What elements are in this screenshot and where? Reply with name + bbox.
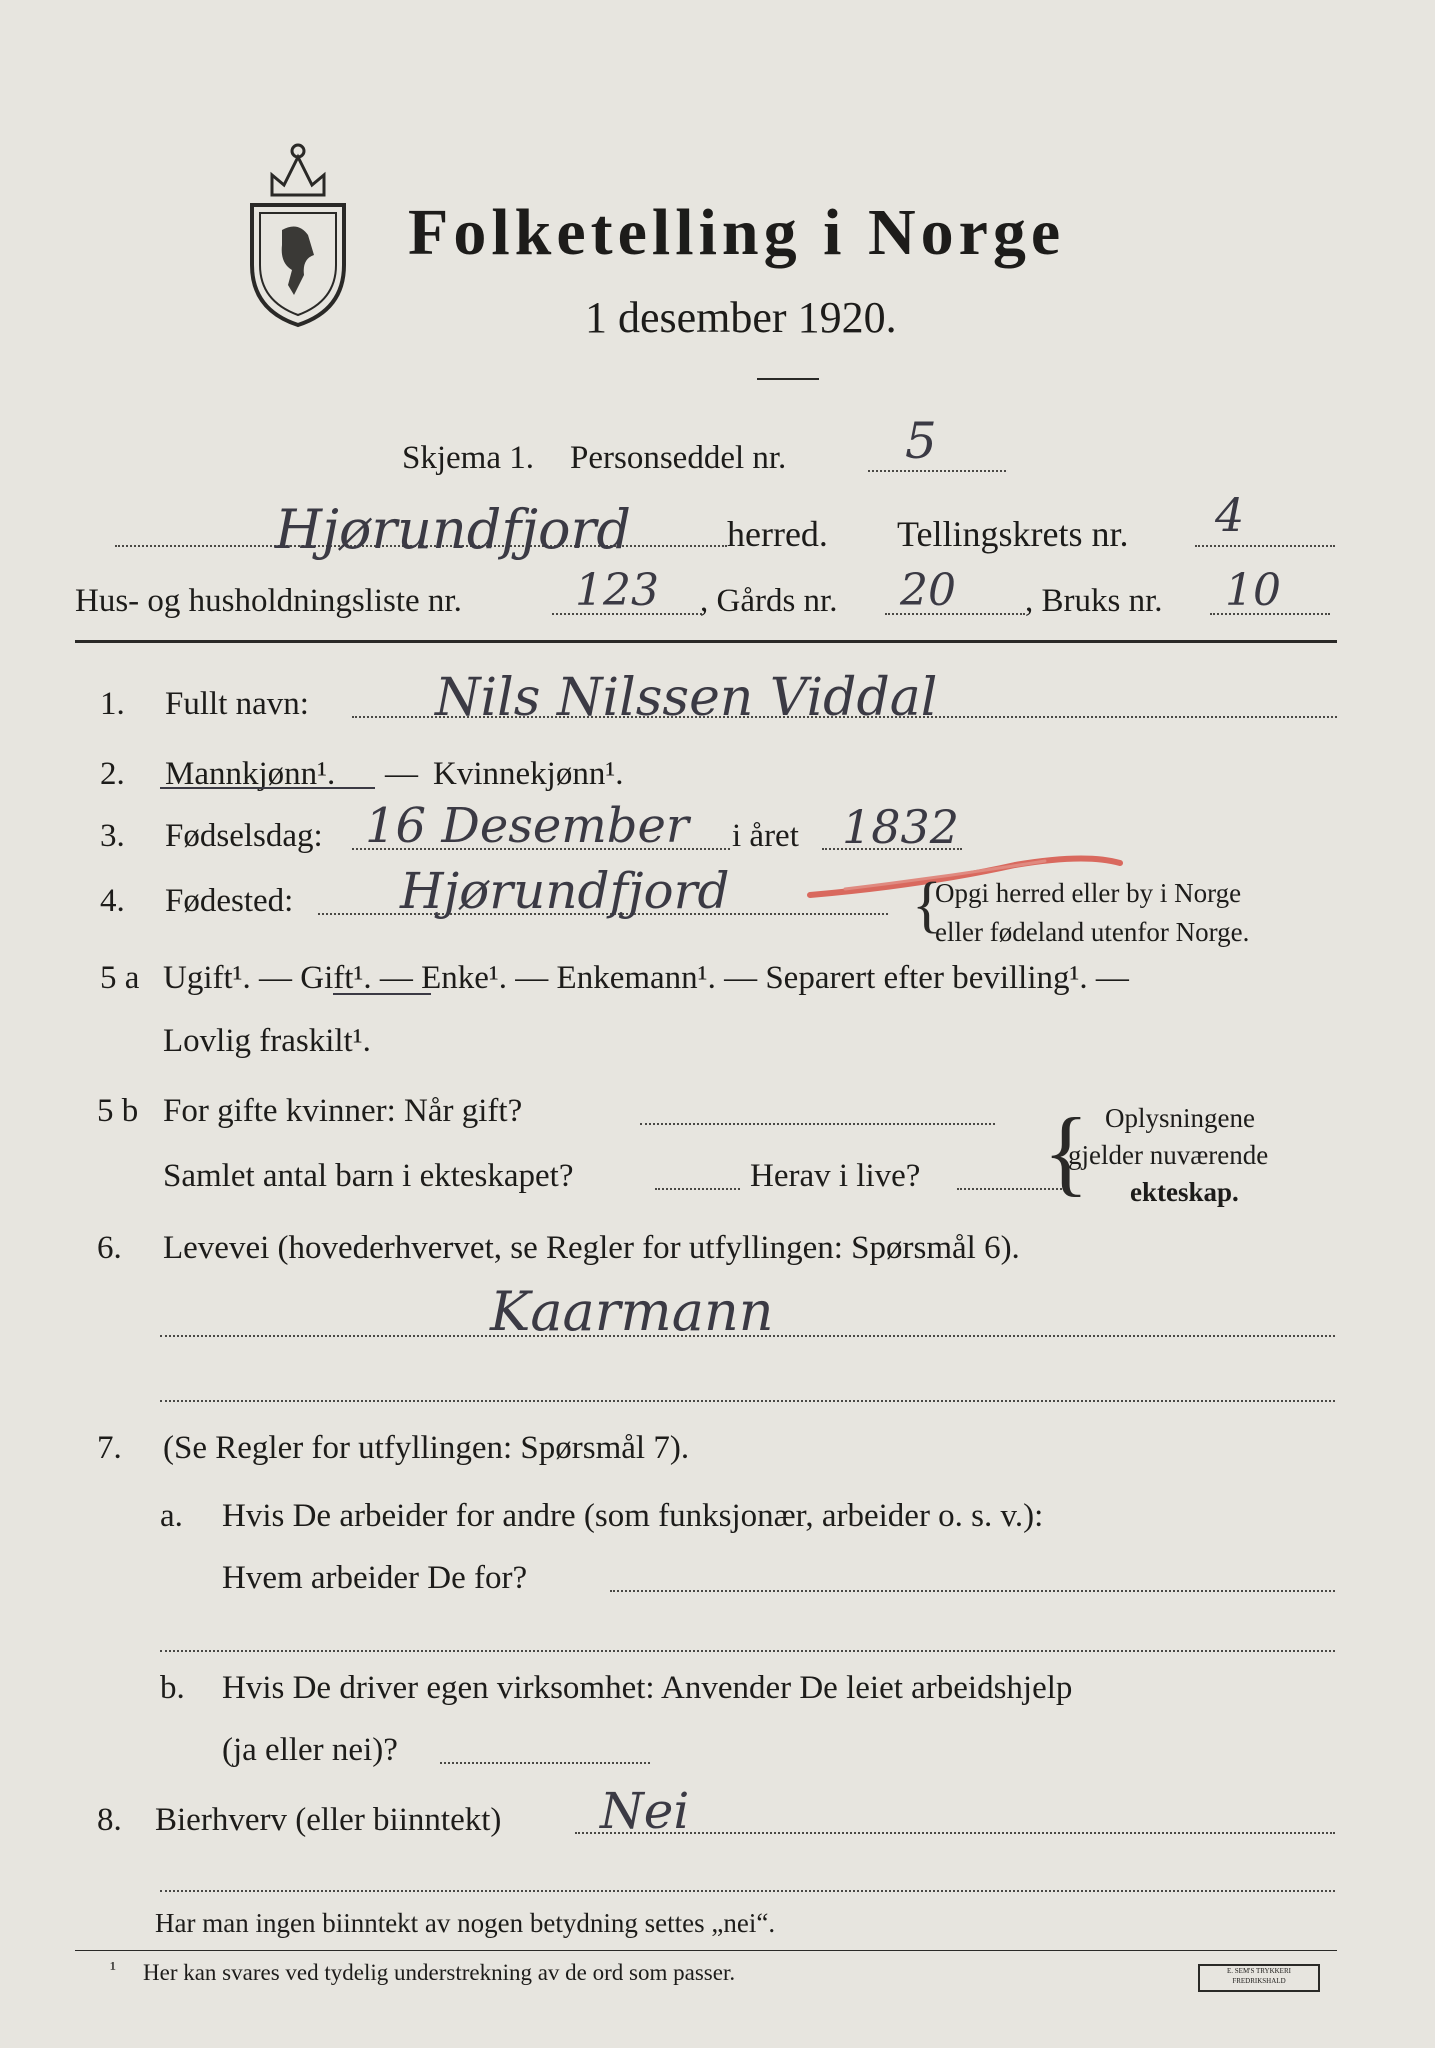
q5b-line-1: For gifte kvinner: Når gift? [163, 1093, 523, 1129]
footnote-mark: ¹ [110, 1958, 116, 1980]
q3-number: 3. [100, 818, 125, 854]
q7a-letter: a. [160, 1498, 183, 1534]
coat-of-arms-icon [242, 135, 354, 330]
tellingskrets-label: Tellingskrets nr. [897, 514, 1129, 554]
q4-value: Hjørundfjord [400, 862, 730, 920]
printer-stamp [1198, 1964, 1320, 1992]
q1-label: Fullt navn: [165, 686, 309, 722]
q7a-line-2: Hvem arbeider De for? [222, 1560, 528, 1596]
title-divider [757, 378, 819, 380]
q5a-gift-underline [333, 993, 431, 995]
q2-male-underline [160, 787, 375, 789]
q3-label: Fødselsdag: [165, 818, 323, 854]
q7b-line-1: Hvis De driver egen virksomhet: Anvender De leiet arbeidshjelp [222, 1670, 1073, 1706]
q4-note-1: Opgi herred eller by i Norge [935, 878, 1242, 908]
q5b-brace: { [1043, 1098, 1090, 1205]
q8-label: Bierhverv (eller biinntekt) [155, 1802, 502, 1838]
q6-value: Kaarmann [490, 1280, 774, 1343]
q2-number: 2. [100, 756, 125, 792]
census-date: 1 desember 1920. [585, 293, 897, 342]
q7b-letter: b. [160, 1670, 185, 1706]
herred-label: herred. [727, 514, 828, 554]
q2-dash: — [385, 756, 418, 792]
gards-label: , Gårds nr. [700, 583, 838, 619]
q5b-note-3: ekteskap. [1130, 1177, 1239, 1207]
q4-brace: { [912, 871, 942, 939]
q2-female: Kvinnekjønn¹. [433, 756, 624, 792]
q5b-note-1: Oplysningene [1105, 1103, 1255, 1133]
q5b-note-2: gjelder nuværende [1068, 1140, 1269, 1170]
printer-stamp-text: E. SEM'S TRYKKERI FREDRIKSHALD [1227, 1967, 1291, 1985]
q7-number: 7. [97, 1430, 122, 1466]
header-divider [75, 640, 1337, 643]
q5b-herav: Herav i live? [750, 1158, 921, 1194]
q5a-line-2: Lovlig fraskilt¹. [163, 1023, 371, 1059]
skjema-label: Skjema 1. [402, 440, 534, 476]
footer-note: Har man ingen biinntekt av nogen betydning settes „nei“. [155, 1908, 776, 1938]
q7a-line-1: Hvis De arbeider for andre (som funksjonær, arbeider o. s. v.): [222, 1498, 1044, 1534]
bruks-label: , Bruks nr. [1025, 583, 1163, 619]
q4-label: Fødested: [165, 883, 294, 919]
personseddel-value: 5 [905, 412, 937, 470]
page-title: Folketelling i Norge [408, 196, 1066, 269]
q7b-line-2: (ja eller nei)? [222, 1732, 398, 1768]
q4-number: 4. [100, 883, 125, 919]
q6-number: 6. [97, 1230, 122, 1266]
q8-number: 8. [97, 1802, 122, 1838]
tellingskrets-value: 4 [1215, 488, 1245, 542]
husliste-label: Hus- og husholdningsliste nr. [75, 583, 462, 619]
q4-note-2: eller fødeland utenfor Norge. [935, 917, 1250, 947]
q7-label: (Se Regler for utfyllingen: Spørsmål 7). [163, 1430, 690, 1466]
q8-value: Nei [600, 1782, 690, 1840]
q5b-number: 5 b [97, 1093, 139, 1129]
q3-value: 16 Desember [365, 798, 689, 854]
husliste-value: 123 [575, 565, 659, 616]
bruks-value: 10 [1225, 565, 1281, 616]
personseddel-label: Personseddel nr. [570, 440, 787, 476]
gards-value: 20 [900, 565, 956, 616]
q2-male: Mannkjønn¹. [165, 756, 336, 792]
q1-value: Nils Nilssen Viddal [435, 668, 938, 728]
q3-year-label: i året [732, 818, 799, 854]
q5b-line-2: Samlet antal barn i ekteskapet? [163, 1158, 574, 1194]
q5a-number: 5 a [100, 960, 140, 996]
herred-value: Hjørundfjord [275, 498, 631, 561]
q6-label: Levevei (hovederhvervet, se Regler for utfyllingen: Spørsmål 6). [163, 1230, 1020, 1266]
q3-year-value: 1832 [842, 800, 960, 854]
q1-number: 1. [100, 686, 125, 722]
footnote-divider [75, 1950, 1337, 1951]
footnote-text: Her kan svares ved tydelig understrekning av de ord som passer. [143, 1960, 736, 1985]
q5a-line-1: Ugift¹. — Gift¹. — Enke¹. — Enkemann¹. — Separert efter bevilling¹. — [163, 960, 1129, 996]
